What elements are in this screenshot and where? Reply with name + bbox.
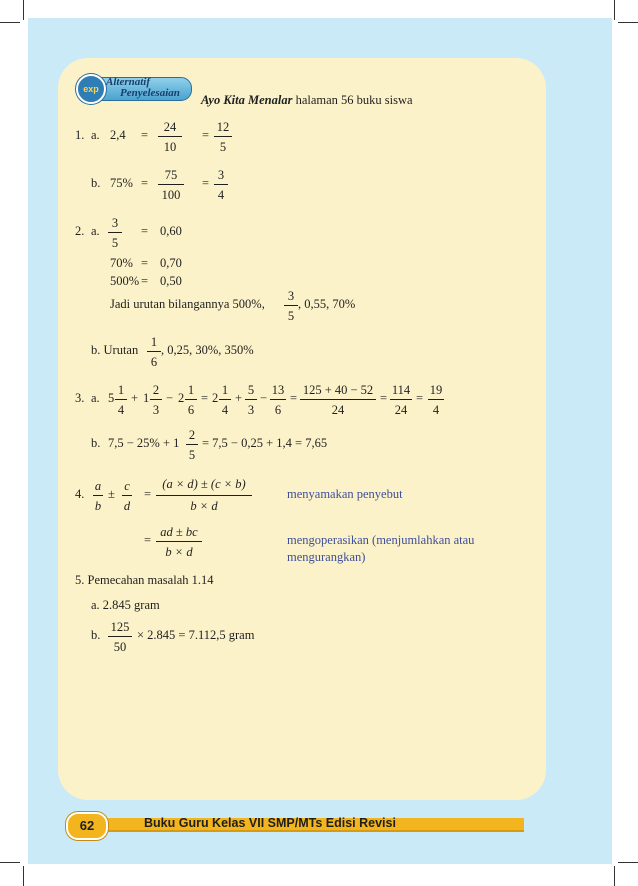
page-number: 62 [66,812,108,840]
q4-fb: b [94,499,102,513]
q3a-eq3: = [380,391,388,405]
q2-jadi-f-num: 3 [287,289,295,303]
q1b-label: b. [91,176,101,190]
q3b-fd: 5 [188,448,196,462]
q3a-m4n: 1 [221,383,229,397]
q3a-m3d: 6 [187,403,195,417]
e-x-p-icon: exp [76,74,106,104]
q4-r2-num: ad ± bc [160,525,198,539]
badge-line1: Alternatif [106,76,151,88]
q1a-f2-num: 12 [216,120,230,134]
q3a-f5d: 3 [247,403,255,417]
q4-eq1: = [144,487,152,501]
q1b-f3-num: 75 [164,168,178,182]
q3a-f9d: 4 [432,403,440,417]
fraction-bar [284,305,298,306]
q3a-f7n: 125 + 40 − 52 [302,383,374,397]
q3a-m2n: 2 [152,383,160,397]
fraction-bar [150,399,162,400]
fraction-bar [390,399,412,400]
q2a-f1-den: 5 [111,236,119,250]
fraction-bar [93,495,103,496]
q1b-eq2: = [202,176,210,190]
q3a-f9n: 19 [429,383,443,397]
q3a-eq2: = [290,391,298,405]
q2b-rest: , 0,25, 30%, 350% [161,343,254,357]
q4-eq2: = [144,533,152,547]
q4-r1-num: (a × d) ± (c × b) [162,477,246,491]
q3a-f8n: 114 [391,383,411,397]
footer-book-title: Buku Guru Kelas VII SMP/MTs Edisi Revisi [144,816,396,830]
q2b-f-num: 1 [150,335,158,349]
q2a-eq1: = [141,224,149,238]
fraction-bar [147,351,161,352]
q5b-fd: 50 [113,640,127,654]
q1b-eq1: = [141,176,149,190]
q3a-f6n: 13 [271,383,285,397]
q2-row2-eq: = [141,256,149,270]
q3a-w2: 1 [143,391,150,405]
fraction-bar [108,232,122,233]
fraction-bar [219,399,231,400]
q3a-eq1: = [201,391,209,405]
q2b-f-den: 6 [150,355,158,369]
q1a-eq1: = [141,128,149,142]
q2a-v1: 0,60 [160,224,182,238]
q4-note2-line2: mengurangkan) [287,550,366,564]
alternatif-badge [76,74,191,102]
crop-mark [0,862,20,863]
q3a-m1n: 1 [117,383,125,397]
fraction-bar [156,495,252,496]
q2a-label: a. [91,224,100,238]
q2-row2-val: 0,70 [160,256,182,270]
q3a-f5n: 5 [247,383,255,397]
q2-row3-val: 0,50 [160,274,182,288]
q4-pm: ± [108,487,115,501]
crop-mark [618,22,638,23]
q3a-op4: − [260,391,268,405]
fraction-bar [214,136,232,137]
q1b-f4-den: 4 [217,188,225,202]
q4-note1: menyamakan penyebut [287,487,403,501]
q5b-label: b. [91,628,101,642]
q2-row3-left: 500% [110,274,140,288]
q1b-f4-num: 3 [217,168,225,182]
q2b-text: b. Urutan [91,343,139,357]
q3b-fn: 2 [188,428,196,442]
crop-mark [0,22,20,23]
q2-row2-left: 70% [110,256,133,270]
fraction-bar [428,399,444,400]
q1a-f1-den: 10 [163,140,177,154]
section-title [201,93,413,107]
q3a-m4d: 4 [221,403,229,417]
crop-mark [23,866,24,886]
q3-number: 3. [75,391,85,405]
q4-r1-den: b × d [190,499,218,513]
fraction-bar [158,136,182,137]
q4-note2-line1: mengoperasikan (menjumlahkan atau [287,533,475,547]
q3a-f6d: 6 [274,403,282,417]
fraction-bar [158,184,184,185]
q3a-op2: − [166,391,174,405]
q5-title: 5. Pemecahan masalah 1.14 [75,573,214,587]
q5a-text: a. 2.845 gram [91,598,160,612]
q3a-w3: 2 [178,391,185,405]
q3a-label: a. [91,391,100,405]
crop-mark [23,0,24,20]
footer-bar-shadow [92,830,524,832]
q2-row3-eq: = [141,274,149,288]
fraction-bar [185,399,197,400]
q3a-f8d: 24 [394,403,408,417]
q3a-eq4: = [416,391,424,405]
badge-line2: Penyelesaian [120,87,180,99]
q1a-f1-num: 24 [163,120,177,134]
crop-mark [618,862,638,863]
fraction-bar [156,541,202,542]
q4-r2-den: b × d [165,545,193,559]
q3a-m3n: 1 [187,383,195,397]
q1a-eq2: = [202,128,210,142]
section-title-rest: halaman 56 buku siswa [292,93,413,107]
q1a-left: 2,4 [110,128,126,142]
fraction-bar [300,399,376,400]
q4-fa: a [94,479,102,493]
q3a-op3: + [235,391,243,405]
q3b-rest: = 7,5 − 0,25 + 1,4 = 7,65 [202,436,328,450]
q3a-w1: 5 [108,391,115,405]
section-title-italic: Ayo Kita Menalar [201,93,293,107]
q4-fd: d [123,499,131,513]
q2a-f1-num: 3 [111,216,119,230]
q5b-rest: × 2.845 = 7.112,5 gram [137,628,255,642]
q1a-label: a. [91,128,100,142]
q4-fc: c [124,479,130,493]
q4-number: 4. [75,487,85,501]
crop-mark [614,0,615,20]
fraction-bar [270,399,286,400]
fraction-bar [186,444,198,445]
q3b-left: 7,5 − 25% + 1 [108,436,180,450]
q3b-label: b. [91,436,101,450]
q1b-f3-den: 100 [161,188,181,202]
q5b-fn: 125 [110,620,130,634]
q3a-f7d: 24 [331,403,345,417]
q3a-op1: + [131,391,139,405]
q2-jadi-text: Jadi urutan bilangannya 500%, [110,297,265,311]
q1-number: 1. [75,128,85,142]
q1b-left: 75% [110,176,133,190]
crop-mark [614,866,615,886]
q3a-m1d: 4 [117,403,125,417]
q1a-f2-den: 5 [219,140,227,154]
q3a-w4: 2 [212,391,219,405]
content-card [58,58,546,800]
fraction-bar [214,184,228,185]
q2-number: 2. [75,224,85,238]
fraction-bar [122,495,132,496]
q3a-m2d: 3 [152,403,160,417]
fraction-bar [115,399,127,400]
fraction-bar [245,399,257,400]
q2-jadi-rest: , 0,55, 70% [298,297,356,311]
fraction-bar [108,636,132,637]
q2-jadi-f-den: 5 [287,309,295,323]
